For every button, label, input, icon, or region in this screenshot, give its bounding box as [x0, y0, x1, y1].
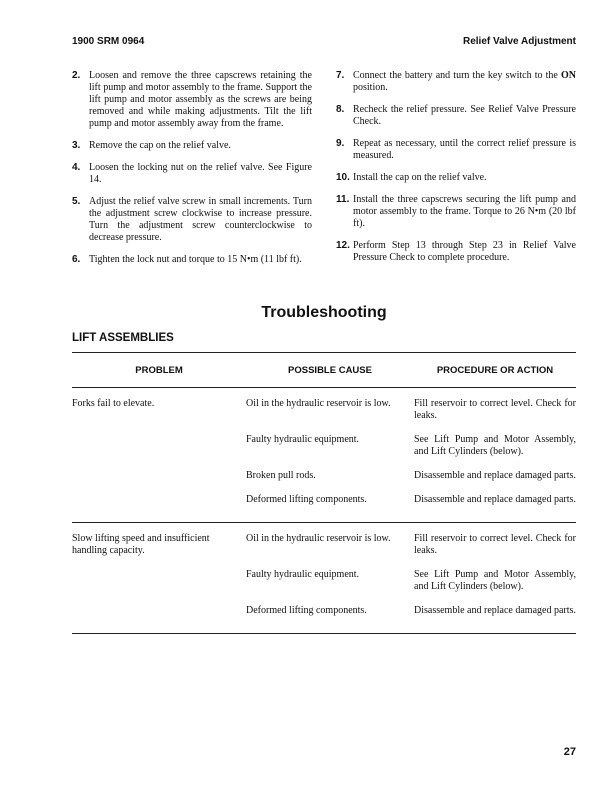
step-item: [72, 254, 312, 266]
column-header-problem: PROBLEM: [135, 364, 183, 376]
step-item: [72, 70, 312, 130]
problem-text: Forks fail to elevate.: [72, 398, 155, 409]
table-row: [246, 569, 576, 593]
step-number: 2.: [72, 70, 81, 81]
table-row: [246, 470, 576, 482]
section-heading: LIFT ASSEMBLIES: [72, 332, 174, 344]
step-text: Loosen and remove the three capscrews retaining the lift pump and motor assembly to the frame. Support the lift pump and motor assembly as the screws are being removed and while making adjustments. Tilt the lift pump and motor assembly away from the frame.: [89, 70, 312, 129]
step-number: 3.: [72, 140, 81, 151]
step-number: 12.: [336, 240, 350, 251]
column-header-action: PROCEDURE OR ACTION: [436, 364, 554, 376]
action-text: Fill reservoir to correct level. Check for leaks.: [414, 533, 576, 556]
step-number: 7.: [336, 70, 345, 81]
table-row: [246, 605, 576, 617]
cause-action-list: [246, 398, 576, 518]
step-number: 6.: [72, 254, 81, 265]
step-text: Adjust the relief valve screw in small increments. Turn the adjustment screw clockwise to increase pressure. Turn the adjustment screw counterclockwise to decrease pressure.: [89, 196, 312, 243]
cause-text: Deformed lifting components.: [246, 494, 367, 505]
step-item: [336, 194, 576, 230]
action-text: Disassemble and replace damaged parts.: [414, 494, 576, 505]
action-text: Disassemble and replace damaged parts.: [414, 605, 576, 616]
section-header-title: Relief Valve Adjustment: [463, 36, 576, 47]
table-header-row: [72, 353, 576, 387]
cause-action-list: [246, 533, 576, 629]
cause-text: Oil in the hydraulic reservoir is low.: [246, 398, 391, 409]
step-number: 11.: [336, 194, 350, 205]
step-text: [353, 70, 576, 94]
step-number: 8.: [336, 104, 345, 115]
action-text: Disassemble and replace damaged parts.: [414, 470, 576, 481]
step-item: [336, 138, 576, 162]
step-item: [72, 196, 312, 244]
step-text: Remove the cap on the relief valve.: [89, 140, 231, 151]
step-item: [336, 104, 576, 128]
step-text: Tighten the lock nut and torque to 15 N•m (11 lbf ft).: [89, 254, 302, 265]
step-text-part: Connect the battery and turn the key switch to the: [353, 70, 561, 81]
steps-left-column: [72, 70, 312, 276]
steps-right-column: [336, 70, 576, 274]
step-item: [336, 172, 576, 184]
step-item: [336, 240, 576, 264]
cause-text: Deformed lifting components.: [246, 605, 367, 616]
step-text-bold: ON: [561, 70, 576, 81]
step-number: 9.: [336, 138, 345, 149]
page-number: 27: [563, 746, 576, 758]
step-text: Repeat as necessary, until the correct relief pressure is measured.: [353, 138, 576, 161]
step-text: Loosen the locking nut on the relief valve. See Figure 14.: [89, 162, 312, 185]
cause-text: Faulty hydraulic equipment.: [246, 569, 360, 580]
step-text: Recheck the relief pressure. See Relief Valve Pressure Check.: [353, 104, 576, 127]
step-text: Perform Step 13 through Step 23 in Relief Valve Pressure Check to complete procedure.: [353, 240, 576, 263]
cause-text: Faulty hydraulic equipment.: [246, 434, 360, 445]
doc-id: 1900 SRM 0964: [72, 36, 145, 47]
problem-text: Slow lifting speed and insufficient handling capacity.: [72, 533, 210, 556]
troubleshooting-title: Troubleshooting: [261, 304, 387, 321]
action-text: Fill reservoir to correct level. Check for leaks.: [414, 398, 576, 421]
table-row: [246, 398, 576, 422]
step-item: [72, 140, 312, 152]
problem-group: [72, 523, 576, 633]
step-text: Install the three capscrews securing the lift pump and motor assembly to the frame. Torque to 26 N•m (20 lbf ft).: [353, 194, 576, 229]
step-item: [72, 162, 312, 186]
action-text: See Lift Pump and Motor Assembly, and Lift Cylinders (below).: [414, 434, 576, 457]
table-rule: [72, 633, 576, 634]
cause-text: Broken pull rods.: [246, 470, 316, 481]
step-number: 4.: [72, 162, 81, 173]
table-row: [246, 434, 576, 458]
step-item: [336, 70, 576, 94]
table-row: [246, 533, 576, 557]
problem-group: [72, 388, 576, 522]
action-text: See Lift Pump and Motor Assembly, and Lift Cylinders (below).: [414, 569, 576, 592]
step-text-part: position.: [353, 82, 388, 93]
troubleshooting-table: [72, 352, 576, 634]
step-text: Install the cap on the relief valve.: [353, 172, 487, 183]
step-number: 5.: [72, 196, 81, 207]
step-number: 10.: [336, 172, 350, 183]
table-row: [246, 494, 576, 506]
column-header-cause: POSSIBLE CAUSE: [288, 364, 372, 376]
cause-text: Oil in the hydraulic reservoir is low.: [246, 533, 391, 544]
